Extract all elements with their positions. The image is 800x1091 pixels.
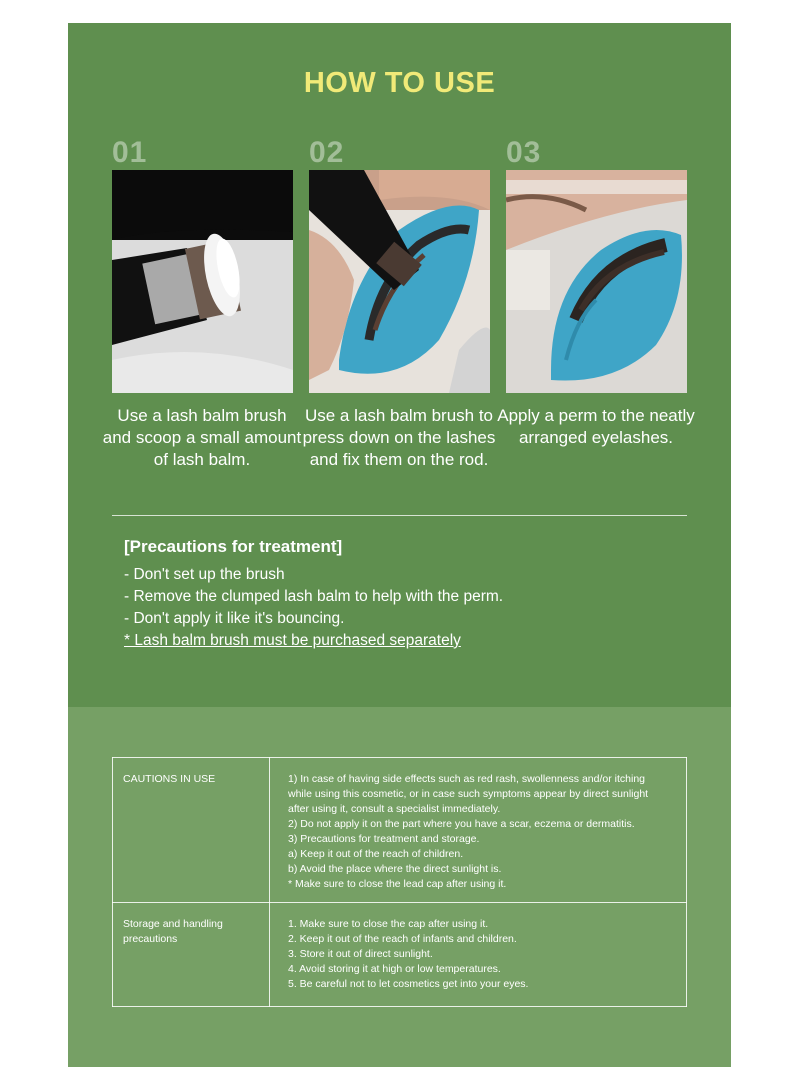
precaution-item: - Remove the clumped lash balm to help with the perm. [124, 588, 504, 605]
caution-line: b) Avoid the place where the direct sunlight is. [288, 863, 502, 875]
cautions-in-use-heading: CAUTIONS IN USE [113, 758, 270, 903]
page-title: HOW TO USE [303, 67, 496, 99]
how-to-use-panel [68, 23, 731, 1067]
storage-line: 1. Make sure to close the cap after using it. [288, 918, 489, 930]
storage-handling-body [270, 903, 687, 1007]
step-2-caption: Use a lash balm brush to press down on the lashes and fix them on the rod. [302, 406, 496, 469]
precaution-note-purchase-separately: * Lash balm brush must be purchased separately [124, 632, 461, 649]
precautions-list [124, 564, 503, 652]
step-2-photo-pressing-lashes [309, 170, 490, 393]
step-1-caption: Use a lash balm brush and scoop a small amount of lash balm. [102, 406, 302, 469]
precaution-item: - Don't apply it like it's bouncing. [124, 610, 345, 627]
step-number-1: 01 [112, 136, 148, 169]
caution-line: 3) Precautions for treatment and storage. [288, 833, 480, 845]
precautions-title: [Precautions for treatment] [124, 537, 343, 556]
storage-handling-heading: Storage and handling precautions [113, 903, 270, 1007]
section-divider [112, 515, 687, 516]
step-1-photo-brush-with-balm [112, 170, 293, 393]
precaution-item: - Don't set up the brush [124, 566, 285, 583]
step-3-caption: Apply a perm to the neatly arranged eyelashes. [497, 406, 695, 447]
storage-line: 4. Avoid storing it at high or low temperatures. [288, 963, 501, 975]
table-row [113, 903, 687, 1007]
step-number-3: 03 [506, 136, 542, 169]
storage-line: 5. Be careful not to let cosmetics get into your eyes. [288, 978, 529, 990]
caution-line: 2) Do not apply it on the part where you have a scar, eczema or dermatitis. [288, 818, 635, 830]
storage-line: 2. Keep it out of the reach of infants and children. [288, 933, 517, 945]
caution-line: while using this cosmetic, or in case such symptoms appear by direct sunlight [288, 788, 649, 800]
step-number-2: 02 [309, 136, 345, 169]
caution-line: a) Keep it out of the reach of children. [288, 848, 464, 860]
caution-line: 1) In case of having side effects such as red rash, swollenness and/or itching [288, 773, 646, 785]
storage-line: 3. Store it out of direct sunlight. [288, 948, 433, 960]
cautions-in-use-body [270, 758, 687, 903]
caution-line: * Make sure to close the lead cap after using it. [288, 878, 507, 890]
cautions-table [112, 757, 687, 1007]
step-3-photo-lashes-on-rod [506, 170, 687, 393]
table-row [113, 758, 687, 903]
instructions-section [68, 23, 731, 707]
caution-line: after using it, consult a specialist immediately. [288, 803, 501, 815]
